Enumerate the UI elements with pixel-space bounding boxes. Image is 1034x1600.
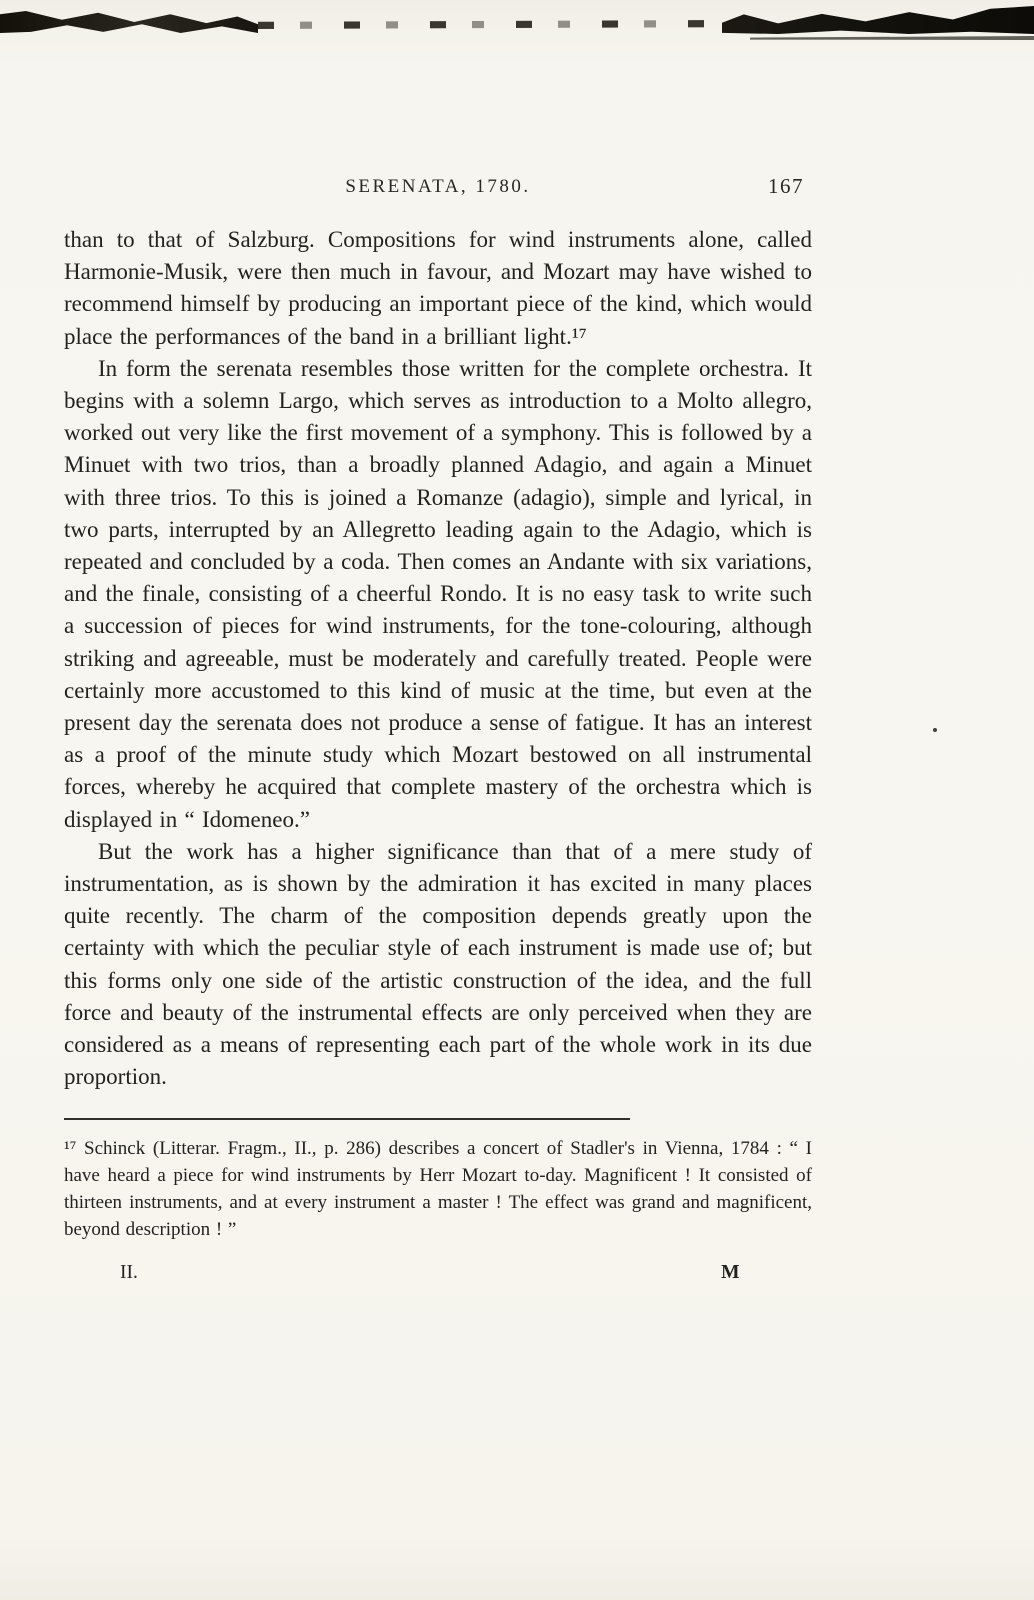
signature-mark: M xyxy=(721,1262,740,1284)
body-paragraph-2: In form the serenata resembles those written for the complete orchestra. It begins with a solemn Largo, which serves as introduction to a Molto allegro, worked out very like the first movement of a symphony. This is followed by a Minuet with two trios, than a broadly planned Adagio, and again a Minuet with three trios. To this is joined a Romanze (adagio), simple and lyrical, in two parts, interrupted by an Allegretto leading again to the Adagio, which is repeated and concluded by a coda. Then comes an Andante with six variations, and the finale, consisting of a cheerful Rondo. It is no easy task to write such a succession of pieces for wind instruments, for the tone-colouring, although striking and agreeable, must be moderately and carefully treated. People were certainly more accustomed to this kind of music at the time, but even at the present day the serenata does not produce a sense of fatigue. It has an interest as a proof of the minute study which Mozart bestowed on all instrumental forces, whereby he acquired that complete mastery of the orchestra which is displayed in “ Idomeneo.” xyxy=(64,355,812,832)
footnote: ¹⁷ Schinck (Litterar. Fragm., II., p. 286) describes a concert of Stadler's in Vienna, 1784 : “ I have heard a piece for wind instruments by Herr Mozart to-day. Magnificent ! It consisted of thirteen instruments, and at every instrument a master ! The effect was grand and magnificent, beyond description ! ” xyxy=(64,1138,812,1241)
running-header-title: SERENATA, 1780. xyxy=(345,176,531,197)
scan-speck xyxy=(933,728,937,732)
running-header xyxy=(64,176,812,198)
body-text xyxy=(64,224,812,1093)
footnote-rule xyxy=(64,1118,630,1120)
volume-number: II. xyxy=(120,1262,138,1284)
page-footer xyxy=(64,1262,812,1284)
text-column xyxy=(64,0,812,1284)
body-paragraph-1: than to that of Salzburg. Compositions for wind instruments alone, called Harmonie-Musik, were then much in favour, and Mozart may have wished to recommend himself by producing an important piece of the kind, which would place the performances of the band in a brilliant light.¹⁷ xyxy=(64,227,812,349)
body-paragraph-3: But the work has a higher significance than that of a mere study of instrumentation, as is shown by the admiration it has excited in many places quite recently. The charm of the composition depends greatly upon the certainty with which the peculiar style of each instrument is made use of; but this forms only one side of the artistic construction of the idea, and the full force and beauty of the instrumental effects are only perceived when they are considered as a means of representing each part of the whole work in its due proportion. xyxy=(64,838,812,1090)
page-number: 167 xyxy=(768,174,804,198)
